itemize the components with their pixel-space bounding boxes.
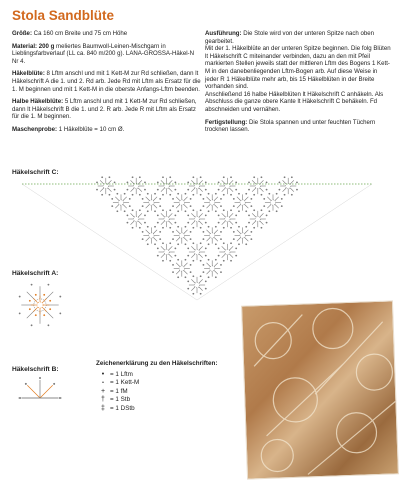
legend bbox=[96, 360, 217, 414]
size-paragraph: Größe: Ca 160 cm Breite und 75 cm Höhe bbox=[12, 30, 128, 37]
legend-item-stb: † = 1 Stb bbox=[96, 396, 217, 405]
legend-item-kett: • = 1 Kett-M bbox=[96, 379, 217, 388]
gauge-paragraph: Maschenprobe: 1 Häkelblüte = 10 cm Ø. bbox=[12, 125, 125, 133]
chain-stitch-icon: • bbox=[101, 370, 105, 378]
double-crochet-icon: † bbox=[101, 396, 105, 404]
flower-motif bbox=[127, 176, 146, 195]
chart-a-label: Häkelschrift A: bbox=[12, 270, 59, 277]
flower-motif bbox=[187, 242, 206, 261]
flower-motif bbox=[172, 259, 191, 278]
flower-motif bbox=[127, 209, 146, 228]
flower-motif bbox=[279, 176, 298, 195]
flower-motif bbox=[157, 176, 176, 195]
flower-motif bbox=[233, 226, 252, 245]
flower-motif bbox=[263, 193, 282, 212]
flower-motif bbox=[142, 226, 161, 245]
lace-texture bbox=[242, 301, 398, 478]
treble-crochet-icon: ‡ bbox=[101, 404, 105, 412]
flower-motif bbox=[187, 275, 206, 294]
flower-motif bbox=[142, 193, 161, 212]
stole-photo bbox=[241, 300, 399, 479]
crochet-chart-b bbox=[18, 377, 62, 399]
flower-motif bbox=[203, 259, 222, 278]
chart-b-label: Häkelschrift B: bbox=[12, 366, 59, 373]
half-flower-paragraph: Halbe Häkelblüte: 5 Lftm anschl und mit 1 Kett-M zur Rd schließen, dann lt Häkelschrift B die 1. und 2. R arb. Jede R mit Lftm als Ersatz für die 1. M beginnen. bbox=[12, 98, 197, 121]
flower-motif bbox=[111, 193, 130, 212]
flower-motif bbox=[248, 209, 267, 228]
crochet-chart-a bbox=[19, 284, 61, 326]
flower-motif bbox=[96, 176, 115, 195]
flower-motif bbox=[157, 242, 176, 261]
flower-motif bbox=[218, 242, 237, 261]
flower-motif bbox=[203, 226, 222, 245]
flower-motif bbox=[187, 176, 206, 195]
flower-motif bbox=[248, 176, 267, 195]
flower-motif bbox=[157, 209, 176, 228]
page-title: Stola Sandblüte bbox=[12, 8, 115, 23]
material-paragraph: Material: 200 g meliertes Baumwoll-Leinen-Mischgarn in Lieblingsfarbverlauf (LL ca. 840 m/200 g). LANA-GROSSA-Häkel-N Nr 4. bbox=[12, 42, 194, 65]
finishing-paragraph: Fertigstellung: Die Stola spannen und unter feuchten Tüchern trocknen lassen. bbox=[205, 118, 376, 134]
flower-outer bbox=[19, 284, 61, 326]
flower-motif bbox=[203, 193, 222, 212]
half-flower-motif bbox=[18, 377, 62, 399]
instructions-paragraph: Ausführung: Die Stole wird von der unteren Spitze nach oben gearbeitet. Mit der 1. Häkelblüte an der unteren Spitze beginnen. Die folg Blüten lt Häkelschrift C miteinander verbinden, dazu an den mit Pfeil markierten Stellen jeweils statt der mittleren Lftm des Bogens 1 Kett-M in den danebenliegenden Lftm-Bogen arb. Auf diese Weise in jeder R 1 Häkelblüte mehr arb, bis 15 Häkelblüten in der Breite vorhanden sind. Anschließend 16 halbe Häkelblüten lt Häkelschrift C anhäkeln. Als Abschluss die ganze obere Kante lt Häkelschrift C behäkeln. Fd abschneiden und vernähen. bbox=[205, 30, 391, 113]
slip-stitch-icon: • bbox=[102, 380, 104, 387]
flower-motif bbox=[187, 209, 206, 228]
flower-paragraph: Häkelblüte: 8 Lftm anschl und mit 1 Kett-M zur Rd schließen, dann lt Häkelschrift A die 1. und 2. Rd arb. Jede Rd mit Lftm als Ersatz für die 1. M beginnen und mit 1 Kett-M in die oberste Anfangs-Lftm beenden. bbox=[12, 70, 201, 93]
legend-title: Zeichenerklärung zu den Häkelschriften: bbox=[96, 360, 218, 367]
flower-motif bbox=[172, 193, 191, 212]
chart-c-label: Häkelschrift C: bbox=[12, 169, 59, 176]
legend-item-fm: + = 1 fM bbox=[96, 388, 217, 397]
flower-motif bbox=[218, 209, 237, 228]
flower-motif bbox=[233, 193, 252, 212]
single-crochet-icon: + bbox=[100, 387, 106, 395]
flower-motif bbox=[218, 176, 237, 195]
flower-motif bbox=[172, 226, 191, 245]
crochet-chart-c bbox=[22, 176, 372, 300]
legend-item-dstb: ‡ = 1 DStb bbox=[96, 405, 217, 414]
legend-item-lftm: • = 1 Lftm bbox=[96, 371, 217, 380]
